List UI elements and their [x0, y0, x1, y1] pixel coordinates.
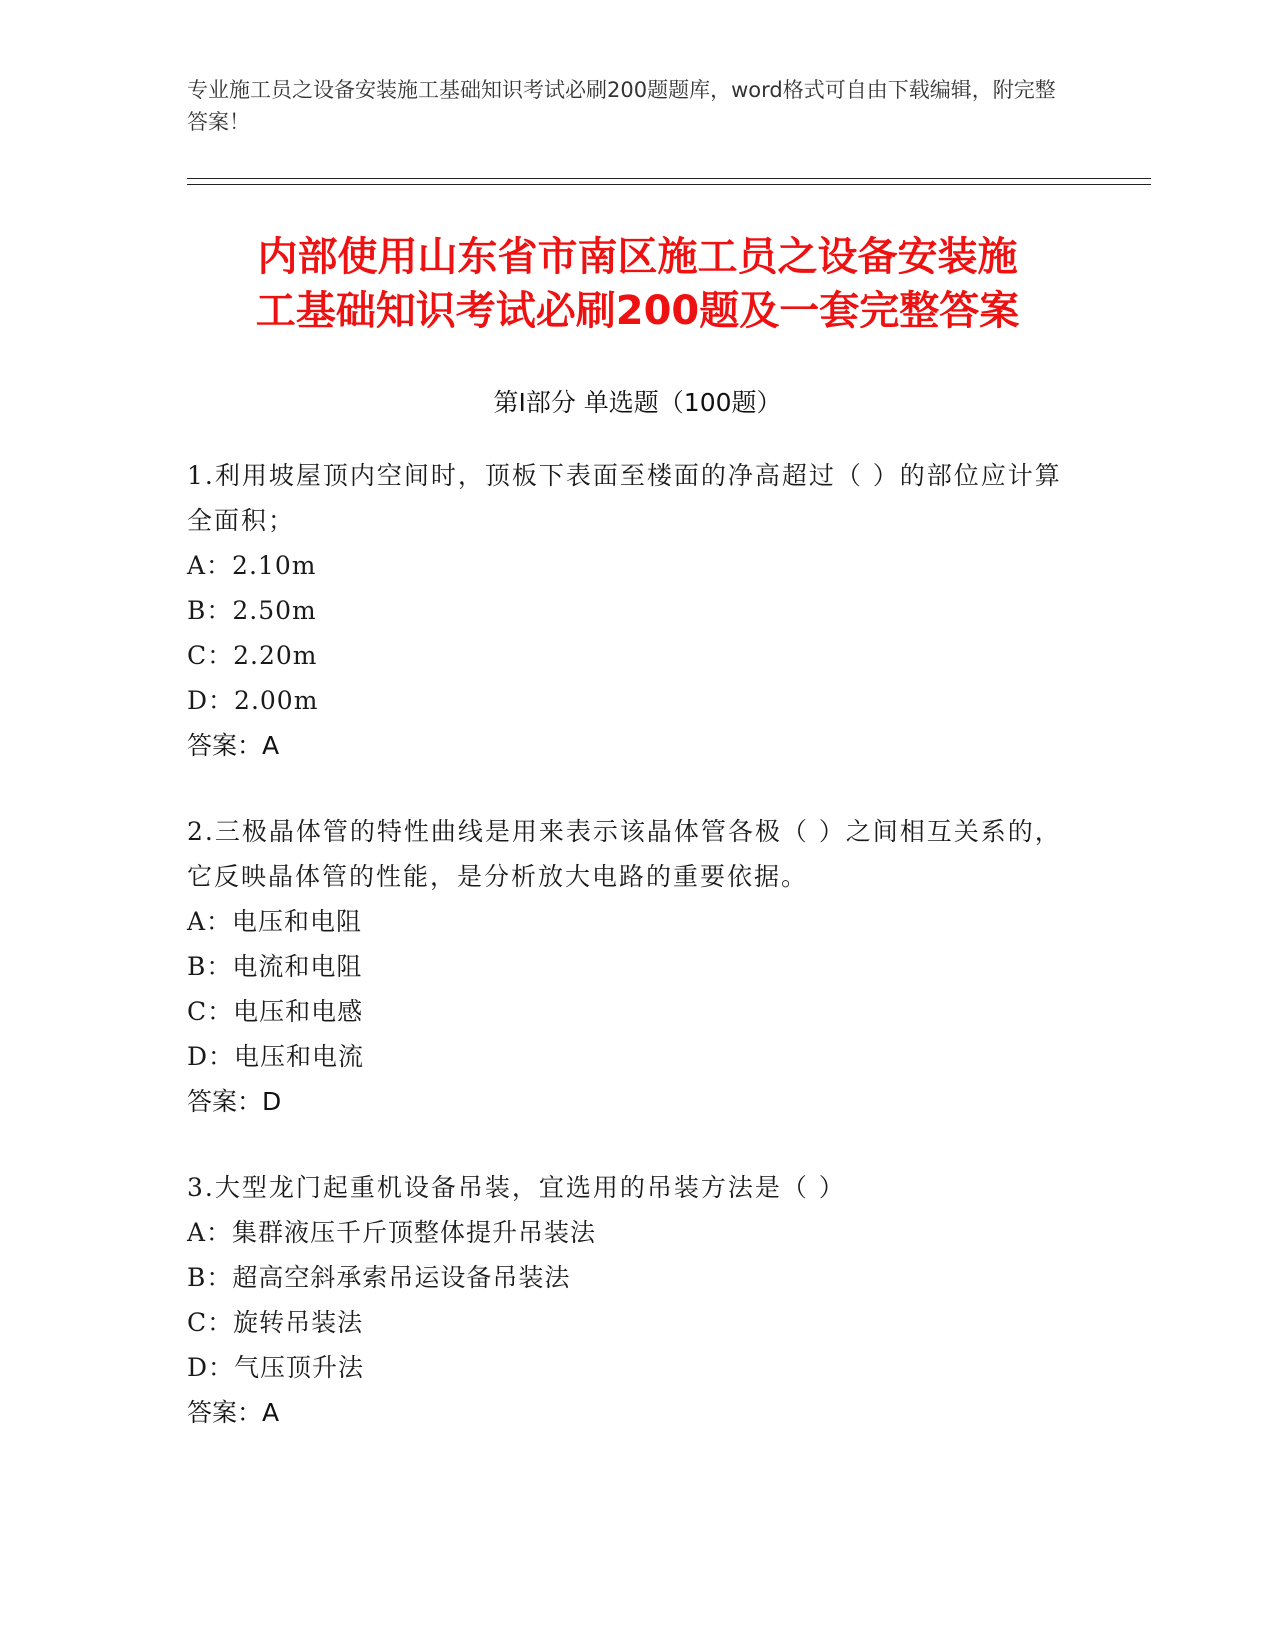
- option-d: D：2.00m: [187, 686, 319, 715]
- option-c: C：2.20m: [187, 641, 318, 670]
- option-c: C：电压和电感: [187, 997, 364, 1026]
- option-b: B：2.50m: [187, 596, 317, 625]
- document-title: [150, 230, 1125, 338]
- question-text: 1.利用坡屋顶内空间时，顶板下表面至楼面的净高超过（ ）的部位应计算全面积；: [187, 461, 1062, 535]
- answer: 答案：A: [187, 1398, 280, 1427]
- option-a: A：2.10m: [187, 551, 317, 580]
- question-3: [187, 1165, 1087, 1435]
- option-a: A：集群液压千斤顶整体提升吊装法: [187, 1218, 597, 1247]
- header-note: 专业施工员之设备安装施工基础知识考试必刷200题题库，word格式可自由下载编辑，附完整答案！: [187, 78, 1056, 134]
- answer: 答案：A: [187, 731, 280, 760]
- option-a: A：电压和电阻: [187, 907, 363, 936]
- question-2: [187, 809, 1087, 1124]
- document-title-line-2: 工基础知识考试必刷200题及一套完整答案: [255, 288, 1020, 334]
- answer: 答案：D: [187, 1087, 282, 1116]
- option-c: C：旋转吊装法: [187, 1308, 364, 1337]
- option-d: D：电压和电流: [187, 1042, 365, 1071]
- header-divider: [187, 178, 1151, 179]
- header-divider-thin: [187, 184, 1151, 185]
- option-d: D：气压顶升法: [187, 1353, 365, 1382]
- question-1: [187, 453, 1087, 768]
- document-title-line-1: 内部使用山东省市南区施工员之设备安装施: [257, 234, 1018, 280]
- section-title: 第Ⅰ部分 单选题（100题）: [493, 388, 782, 417]
- option-b: B：电流和电阻: [187, 952, 363, 981]
- question-text: 3.大型龙门起重机设备吊装，宜选用的吊装方法是（ ）: [187, 1173, 846, 1202]
- option-b: B：超高空斜承索吊运设备吊装法: [187, 1263, 571, 1292]
- question-text: 2.三极晶体管的特性曲线是用来表示该晶体管各极（ ）之间相互关系的，它反映晶体管的性能，是分析放大电路的重要依据。: [187, 817, 1062, 891]
